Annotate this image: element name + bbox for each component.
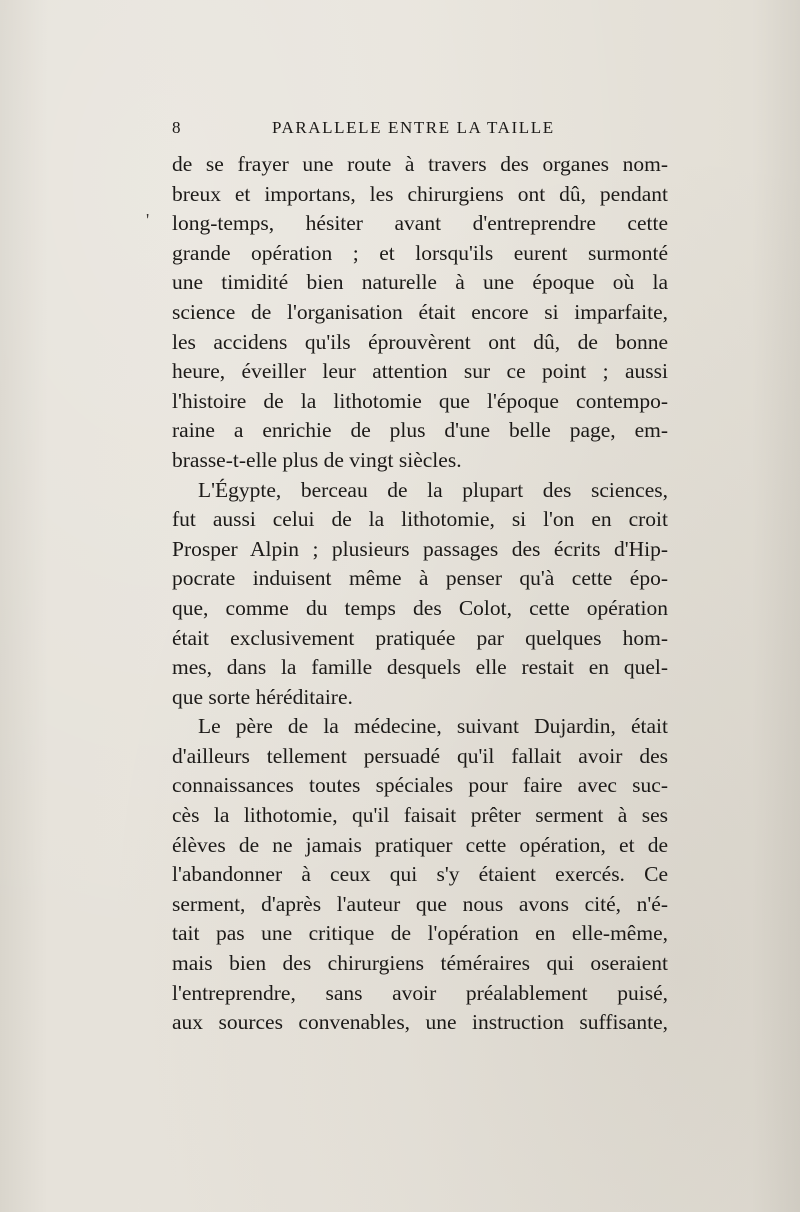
running-title: PARALLELE ENTRE LA TAILLE [272, 118, 555, 137]
body-text [172, 150, 668, 1038]
text-line: tait pas une critique de l'opération en elle-même, [172, 921, 668, 946]
text-line: de se frayer une route à travers des organes nom- [172, 152, 668, 176]
text-line: serment, d'après l'auteur que nous avons cité, n'é- [172, 891, 668, 916]
text-line: l'abandonner à ceux qui s'y étaient exercés. Ce [172, 862, 668, 887]
text-line: une timidité bien naturelle à une époque où la [172, 270, 668, 295]
text-line: aux sources convenables, une instruction suffisante, [172, 1010, 668, 1035]
text-line: l'entreprendre, sans avoir préalablement puisé, [172, 980, 668, 1005]
text-line: science de l'organisation était encore si imparfaite, [172, 299, 668, 324]
text-line: breux et importans, les chirurgiens ont dû, pendant [172, 181, 668, 206]
text-line: mes, dans la famille desquels elle restait en quel- [172, 655, 668, 680]
text-line: élèves de ne jamais pratiquer cette opération, et de [172, 832, 668, 857]
text-line: l'histoire de la lithotomie que l'époque contempo- [172, 388, 668, 413]
text-line: grande opération ; et lorsqu'ils eurent surmonté [172, 240, 668, 265]
page-number: 8 [172, 118, 182, 137]
text-line: les accidens qu'ils éprouvèrent ont dû, de bonne [172, 329, 668, 354]
text-line: mais bien des chirurgiens téméraires qui oseraient [172, 951, 668, 976]
margin-mark: ' [146, 210, 150, 230]
text-line: L'Égypte, berceau de la plupart des sciences, [198, 477, 668, 502]
text-line: raine a enrichie de plus d'une belle page, em- [172, 418, 668, 443]
text-line: Prosper Alpin ; plusieurs passages des écrits d'Hip- [172, 536, 668, 561]
text-line: connaissances toutes spéciales pour faire avec suc- [172, 773, 668, 798]
text-line: était exclusivement pratiquée par quelques hom- [172, 625, 668, 650]
text-line: cès la lithotomie, qu'il faisait prêter serment à ses [172, 803, 668, 828]
text-line: heure, éveiller leur attention sur ce point ; aussi [172, 359, 668, 384]
text-line: Le père de la médecine, suivant Dujardin, était [198, 714, 668, 739]
text-line: que sorte héréditaire. [172, 684, 353, 709]
text-line: d'ailleurs tellement persuadé qu'il fallait avoir des [172, 743, 668, 768]
text-line: pocrate induisent même à penser qu'à cette épo- [172, 566, 668, 591]
text-line: fut aussi celui de la lithotomie, si l'on en croit [172, 507, 668, 532]
page-header [172, 118, 668, 144]
text-line: que, comme du temps des Colot, cette opération [172, 595, 668, 620]
text-line: long-temps, hésiter avant d'entreprendre cette [172, 211, 668, 236]
text-line: brasse-t-elle plus de vingt siècles. [172, 447, 462, 472]
